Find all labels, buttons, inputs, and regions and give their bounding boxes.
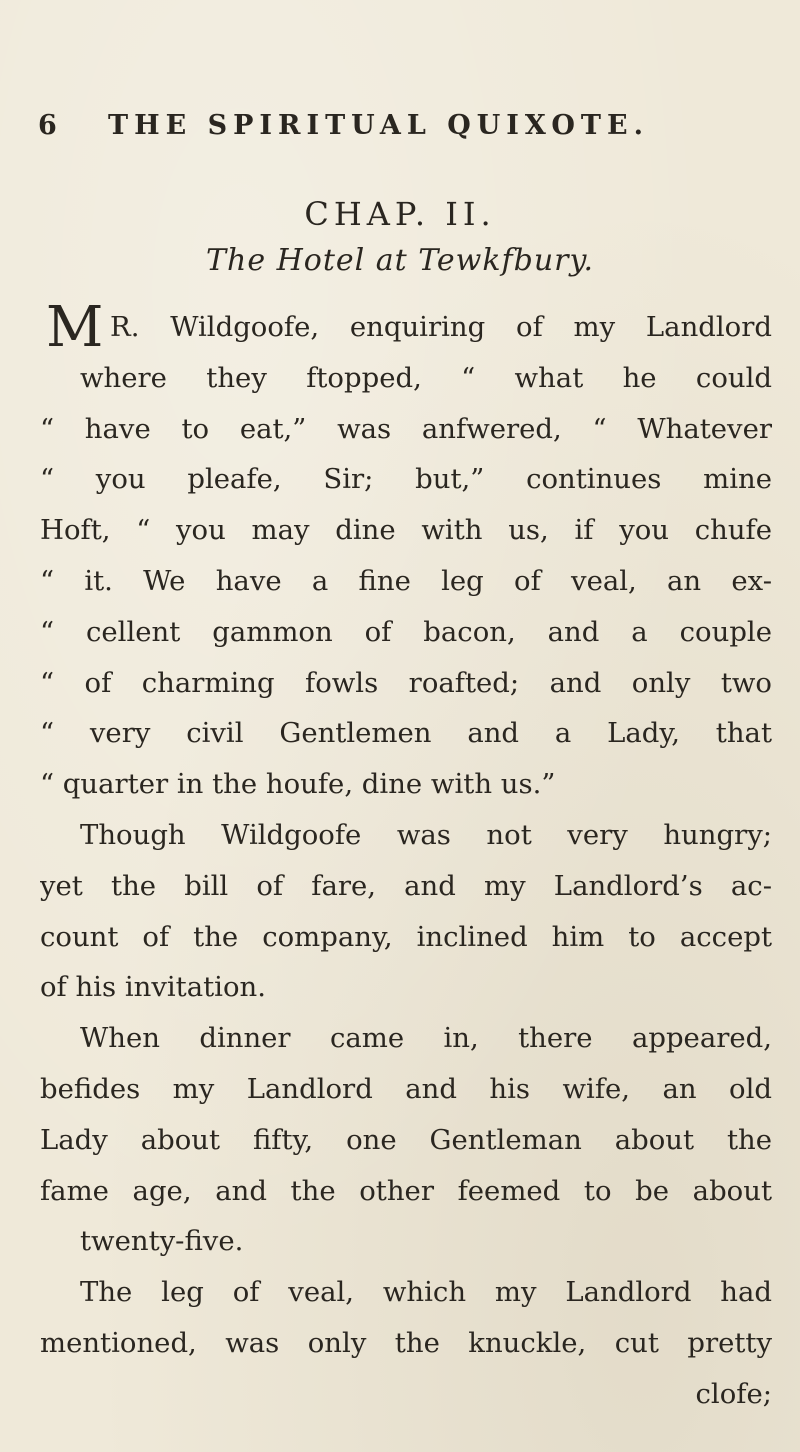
text-line: of his invitation. xyxy=(40,971,266,1004)
text-line: count of the company, inclined him to accept xyxy=(40,920,772,953)
text-line: “ it. We have a fine leg of veal, an ex- xyxy=(40,564,772,597)
text-line: Though Wildgoofe was not very hungry; xyxy=(80,818,772,851)
text-line: “ you pleafe, Sir; but,” continues mine xyxy=(40,463,772,496)
text-line: Hoft, “ you may dine with us, if you chufe xyxy=(40,514,772,547)
text-line: “ of charming fowls roafted; and only two xyxy=(40,666,772,699)
text-line: The leg of veal, which my Landlord had xyxy=(80,1276,772,1309)
running-title: THE SPIRITUAL QUIXOTE. xyxy=(108,110,649,141)
text-line: where they ftopped, “ what he could xyxy=(80,361,772,394)
text-line: When dinner came in, there appeared, xyxy=(80,1022,772,1055)
body-text xyxy=(40,295,772,1420)
text-line: R. Wildgoofe, enquiring of my Landlord xyxy=(110,311,772,343)
text-line: yet the bill of fare, and my Landlord’s ac- xyxy=(40,869,772,902)
text-line: “ very civil Gentlemen and a Lady, that xyxy=(40,717,772,750)
text-line: “ have to eat,” was anfwered, “ Whatever xyxy=(40,412,772,445)
running-head xyxy=(38,110,778,150)
chapter-heading: CHAP. II. xyxy=(304,195,496,233)
text-line: “ quarter in the houfe, dine with us.” xyxy=(40,768,556,801)
chapter-title: The Hotel at Tewkfbury. xyxy=(205,243,595,278)
text-line: “ cellent gammon of bacon, and a couple xyxy=(40,615,772,648)
page-number: 6 xyxy=(38,110,63,141)
text-line: fame age, and the other feemed to be about xyxy=(40,1174,772,1207)
text-line: mentioned, was only the knuckle, cut pretty xyxy=(40,1326,772,1359)
catchword: clofe; xyxy=(695,1377,772,1410)
text-line: Lady about fifty, one Gentleman about the xyxy=(40,1123,772,1156)
drop-cap: M xyxy=(46,295,104,360)
text-line: befides my Landlord and his wife, an old xyxy=(40,1072,772,1105)
text-line: twenty-five. xyxy=(80,1225,244,1258)
